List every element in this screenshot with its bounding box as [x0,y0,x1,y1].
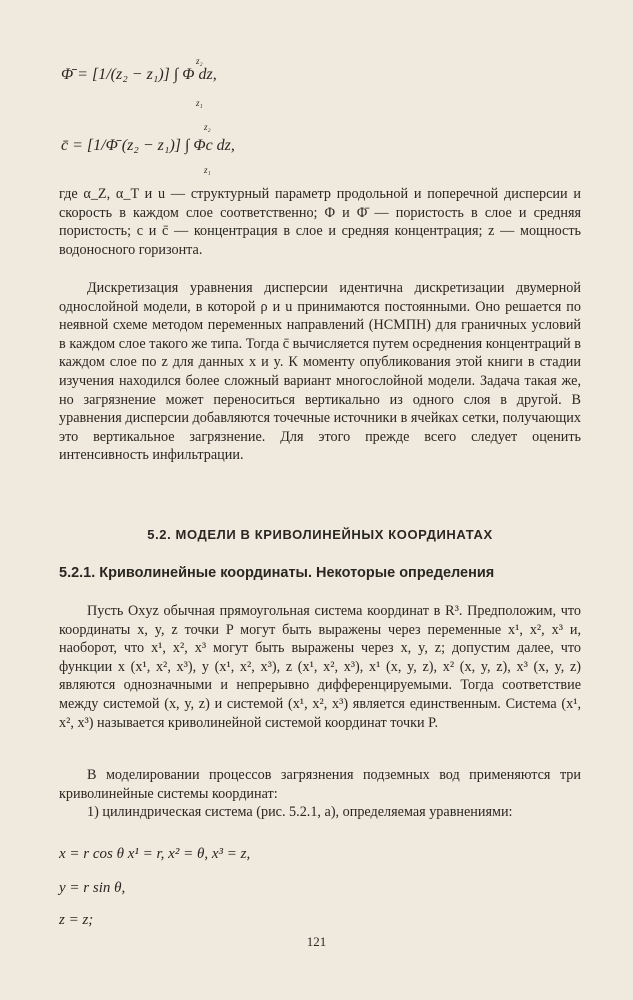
paragraph-three-systems: В моделировании процессов загрязнения подземных вод применяются три криволинейные системы координат: [59,767,581,802]
paragraph-discretization: Дискретизация уравнения дисперсии идентична дискретизации двумерной однослойной модели, в которой ρ и u принимаются постоянными. Оно решается по неявной схеме методом переменных направлений (НСМПН) для граничных условий в каждом слое такого же типа. Тогда c̄ вычисляется путем осреднения концентраций в каждом слое по z для данных x и y. К моменту опубликования этой книги в стадии изучения находился более сложный вариант многослойной модели. Задача такая же, но загрязнение может переноситься вертикально из одного слоя в другой. В уравнения дисперсии добавляются точечные источники в ячейках сетки, получающих это вертикальное загрязнение. Для этого прежде всего следует оценить интенсивность инфильтрации. [59,280,581,464]
integral-upper-limit: z₂ [204,122,211,132]
integral-lower-limit: z₁ [196,98,203,108]
equation-y: y = r sin θ, [59,880,126,896]
integral-upper-limit: z₂ [196,56,203,66]
page-number: 121 [306,934,327,949]
paragraph-curvilinear-definition: Пусть Oxyz обычная прямоугольная система координат в R³. Предположим, что координаты x, y, z точки P могут быть выражены через переменные x¹, x², x³ и, наоборот, что x¹, x², x³ могут быть выражены через x, y, z; допустим далее, что функции x (x¹, x², x³), y (x¹, x², x³), z (x¹, x², x³), x¹ (x, y, z), x² (x, y, z), x³ (x, y, z) являются однозначными и непрерывно дифференцируемыми. Тогда соответствие между системой (x, y, z) и системой (x¹, x², x³) является единственным. Система (x¹, x², x³) называется криволинейной системой координат точки P. [59,603,581,731]
formula-mean-concentration: c̄ = [1/Φ̄ (z₂ − z₁)] ∫ Φc dz, [61,137,235,154]
formula-mean-porosity: Φ̄ = [1/(z₂ − z₁)] ∫ Φ dz, [61,66,217,83]
integral-lower-limit: z₁ [204,165,211,175]
equation-x: x = r cos θ x¹ = r, x² = θ, x³ = z, [59,846,251,862]
equation-z: z = z; [59,912,94,928]
paragraph-definitions: где α_Z, α_T и u — структурный параметр продольной и поперечной дисперсии и скорость в каждом слое соответственно; Φ и Φ̄ — пористость в слое и средняя пористость; c и c̄ — концентрация в слое и средняя концентрация; z — мощность водоносного горизонта. [59,186,581,258]
section-heading: 5.2. МОДЕЛИ В КРИВОЛИНЕЙНЫХ КООРДИНАТАХ [147,527,493,542]
subsection-heading: 5.2.1. Криволинейные координаты. Некоторые определения [59,565,495,581]
paragraph-cylindrical: 1) цилиндрическая система (рис. 5.2.1, a), определяемая уравнениями: [87,804,513,820]
